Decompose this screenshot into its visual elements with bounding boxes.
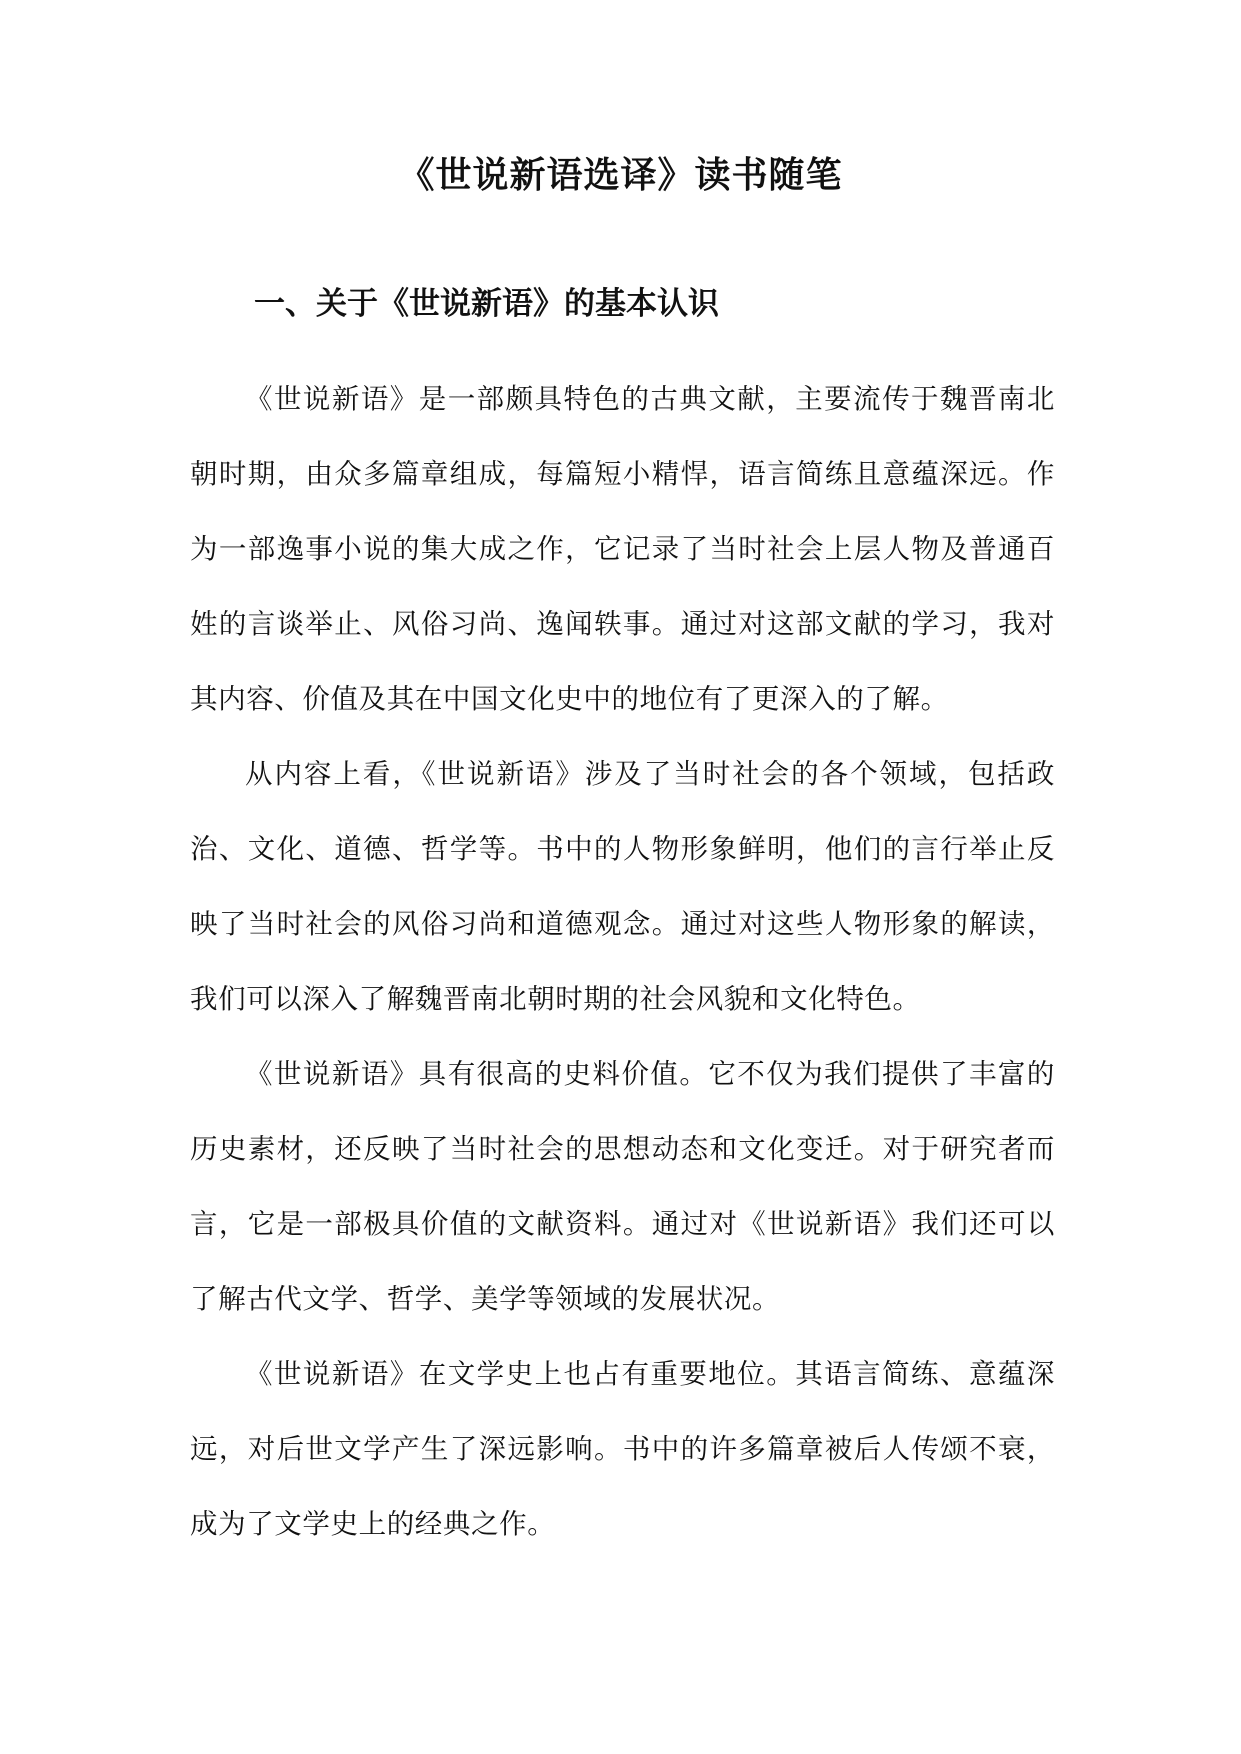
body-text: [190, 362, 1055, 1562]
document-title: 《世说新语选译》读书随笔: [398, 154, 843, 196]
paragraph-1: 《世说新语》是一部颇具特色的古典文献，主要流传于魏晋南北朝时期，由众多篇章组成，每篇短小精悍，语言简练且意蕴深远。作为一部逸事小说的集大成之作，它记录了当时社会上层人物及普通百姓的言谈举止、风俗习尚、逸闻轶事。通过对这部文献的学习，我对其内容、价值及其在中国文化史中的地位有了更深入的了解。: [190, 383, 1055, 715]
paragraph-3: 《世说新语》具有很高的史料价值。它不仅为我们提供了丰富的历史素材，还反映了当时社会的思想动态和文化变迁。对于研究者而言，它是一部极具价值的文献资料。通过对《世说新语》我们还可以了解古代文学、哲学、美学等领域的发展状况。: [190, 1058, 1055, 1315]
paragraph-2: 从内容上看，《世说新语》涉及了当时社会的各个领域，包括政治、文化、道德、哲学等。书中的人物形象鲜明，他们的言行举止反映了当时社会的风俗习尚和道德观念。通过对这些人物形象的解读，我们可以深入了解魏晋南北朝时期的社会风貌和文化特色。: [190, 758, 1055, 1015]
section-heading: 一、关于《世说新语》的基本认识: [254, 286, 719, 322]
paragraph-4: 《世说新语》在文学史上也占有重要地位。其语言简练、意蕴深远，对后世文学产生了深远影响。书中的许多篇章被后人传颂不衰，成为了文学史上的经典之作。: [190, 1358, 1055, 1540]
